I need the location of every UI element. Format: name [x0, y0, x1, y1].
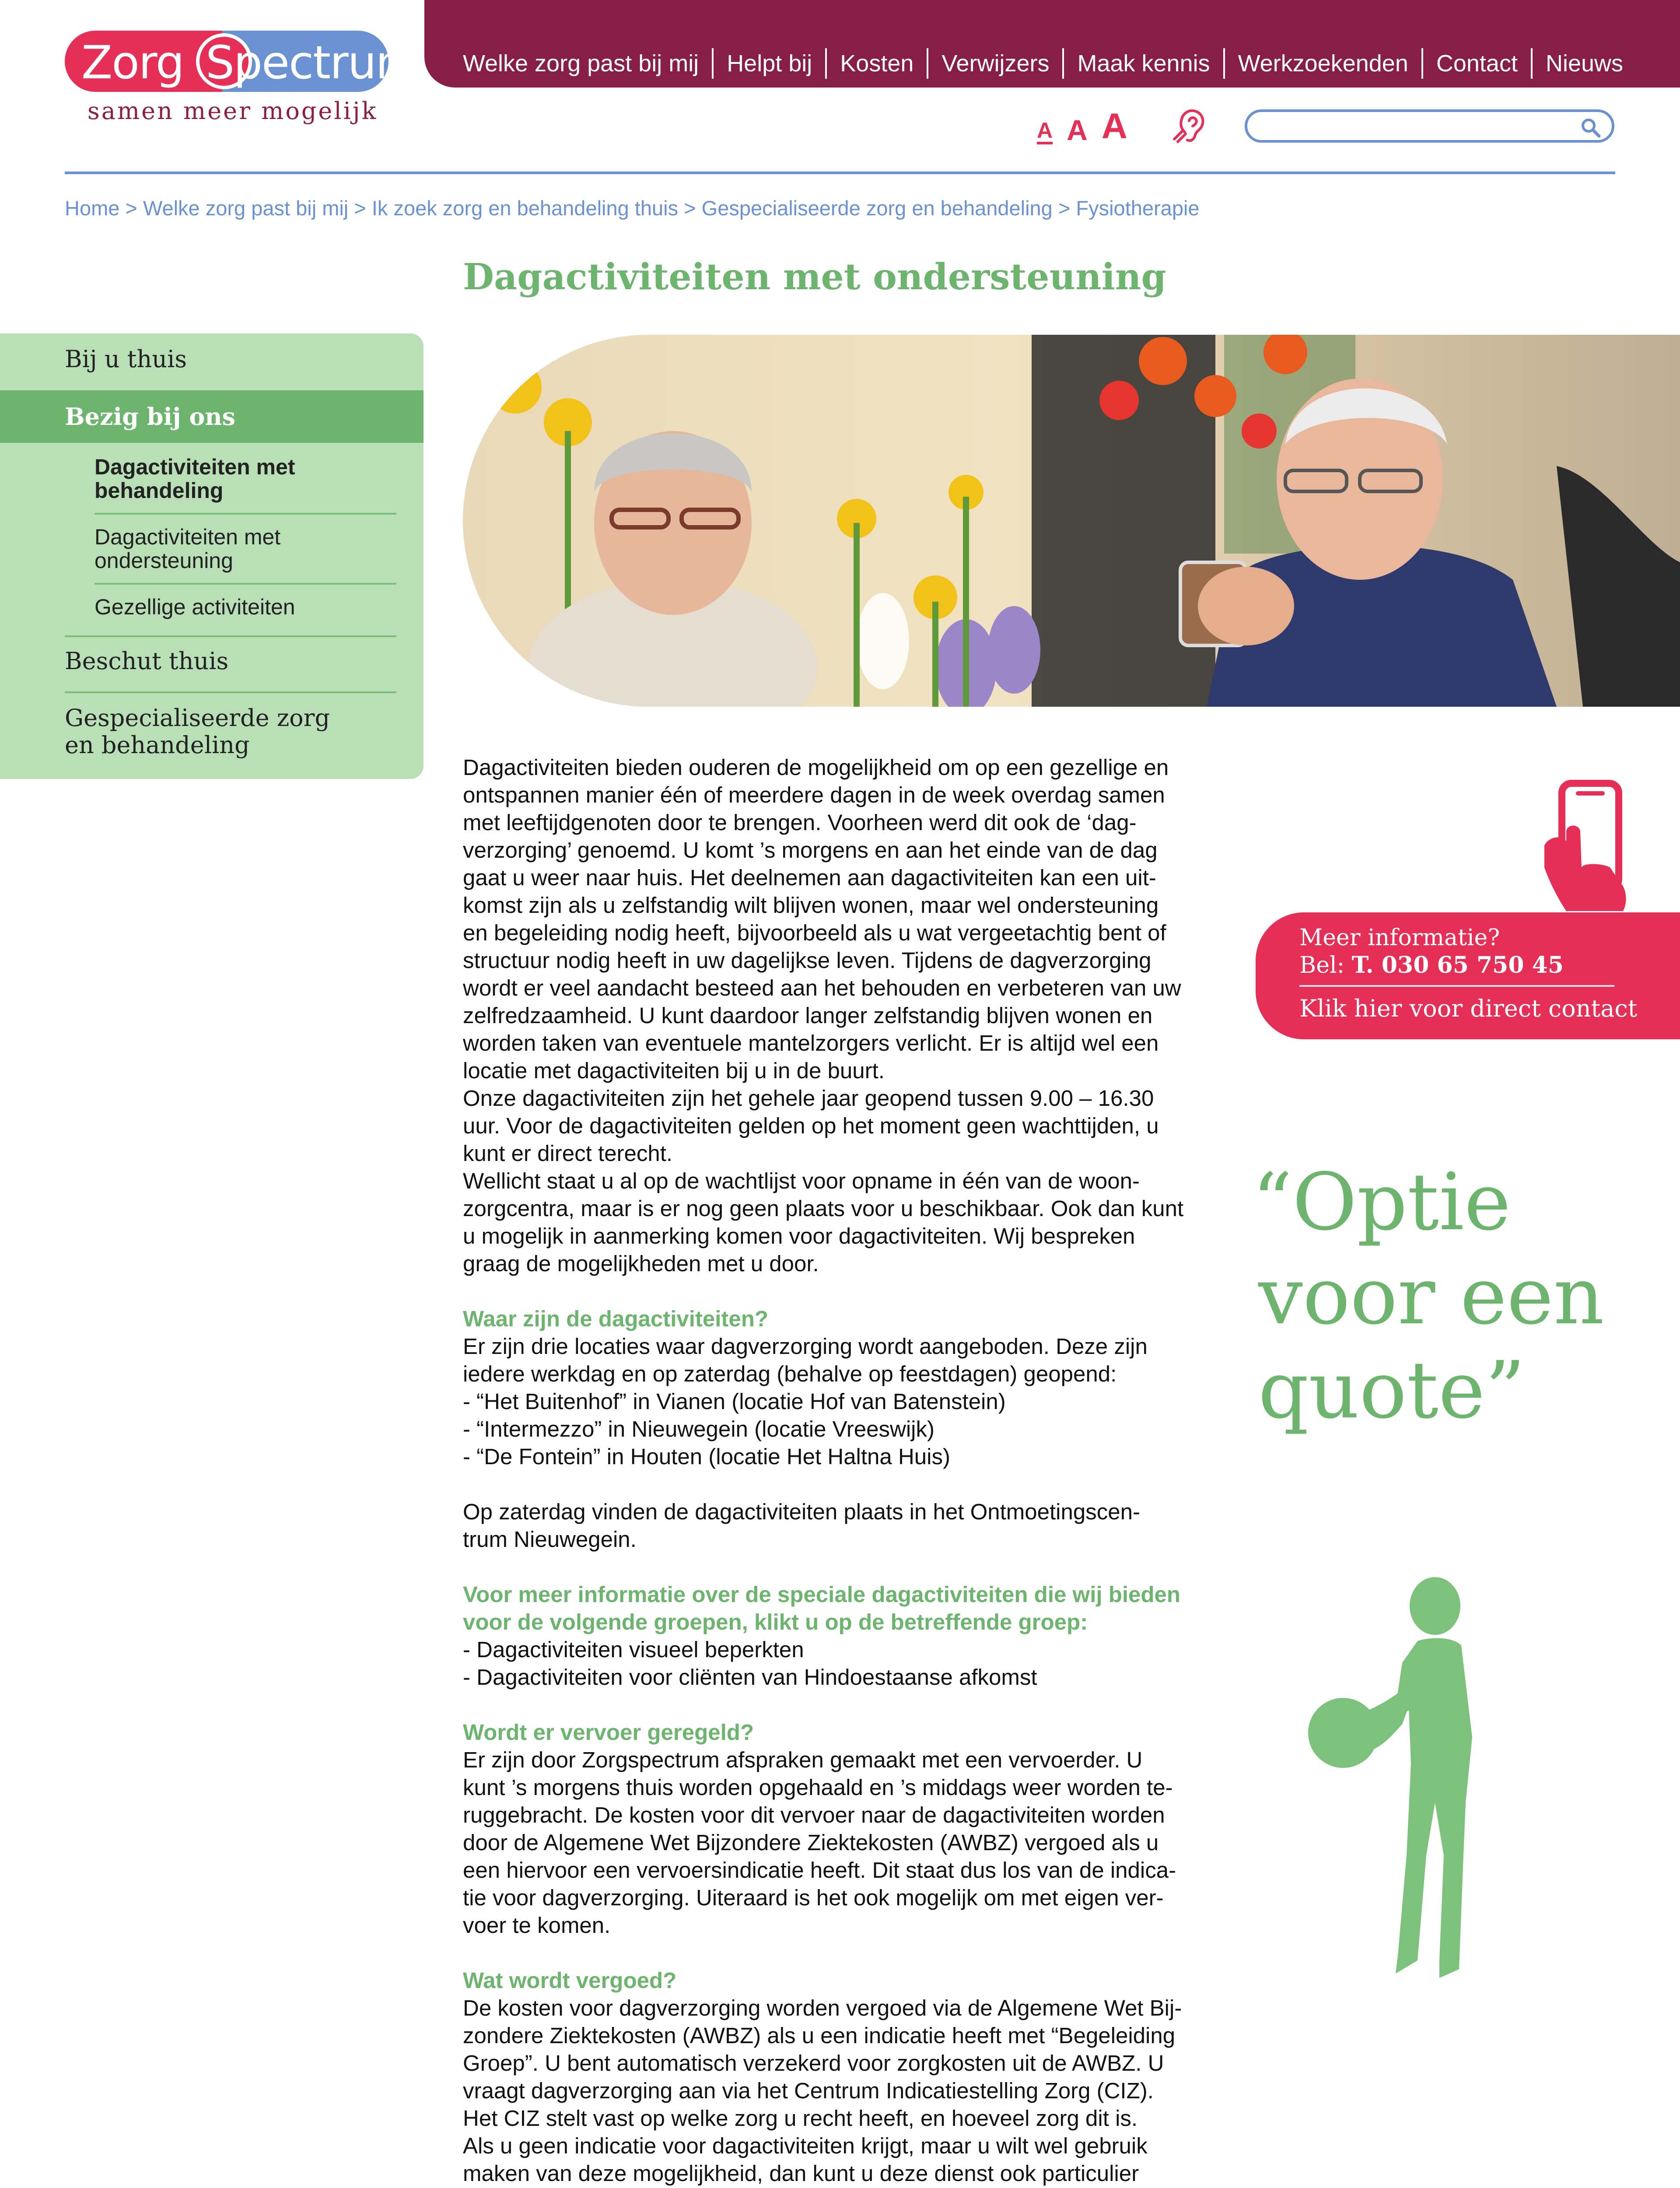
intro-line: Onze dagactiviteiten zijn het gehele jaar geopend tussen 9.00 – 16.30	[463, 1086, 1154, 1111]
nav-item-kosten[interactable]: Kosten	[825, 48, 927, 79]
search-input[interactable]	[1260, 116, 1577, 138]
section-line: Als u geen indicatie voor dagactiviteiten krijgt, maar u wilt wel gebruik	[463, 2133, 1148, 2158]
breadcrumb-gespecialiseerde-zorg[interactable]: Gespecialiseerde zorg en behandeling	[701, 196, 1053, 220]
intro-line: worden taken van eventuele mantelzorgers verlicht. Er is altijd wel een	[463, 1031, 1159, 1055]
header-divider	[65, 172, 1615, 174]
sidebar-item-bij-u-thuis[interactable]: Bij u thuis	[65, 345, 187, 373]
sidebar-divider	[94, 583, 396, 585]
font-size-controls	[1037, 105, 1127, 144]
sidebar-item-bezig-bij-ons[interactable]	[0, 390, 424, 443]
breadcrumb-fysiotherapie[interactable]: Fysiotherapie	[1076, 196, 1200, 220]
intro-line: en begeleiding nodig heeft, bijvoorbeeld als u wat vergeetachtig bent of	[463, 920, 1166, 945]
page-title: Dagactiviteiten met ondersteuning	[463, 256, 1166, 298]
nav-item-verwijzers[interactable]: Verwijzers	[927, 48, 1062, 79]
ear-icon[interactable]	[1168, 102, 1212, 145]
quote-line: voor een	[1258, 1251, 1604, 1342]
intro-line: ontspannen manier één of meerdere dagen in de week overdag samen	[463, 782, 1165, 807]
contact-phone-line	[1299, 952, 1564, 978]
search-box	[1245, 109, 1614, 143]
location-item: - “De Fontein” in Houten (locatie Het Haltna Huis)	[463, 1444, 950, 1469]
intro-line: verzorging’ genoemd. U komt ’s morgens en aan het einde van de dag	[463, 838, 1158, 863]
section-title-speciale-groepen: voor de volgende groepen, klikt u op de betreffende groep:	[463, 1609, 1088, 1634]
section-line: ruggebracht. De kosten voor dit vervoer naar de dagactiviteiten worden	[463, 1802, 1165, 1827]
intro-line: locatie met dagactiviteiten bij u in de buurt.	[463, 1058, 885, 1083]
sidebar-subitem-label: behandeling	[94, 478, 224, 503]
contact-phone-prefix: Bel:	[1299, 952, 1352, 978]
font-size-large-button[interactable]: A	[1101, 106, 1127, 146]
breadcrumb-home[interactable]: Home	[65, 196, 120, 220]
section-title-vervoer: Wordt er vervoer geregeld?	[463, 1720, 754, 1745]
sidebar-item-label: en behandeling	[65, 731, 250, 759]
phone-in-hand-icon	[1540, 780, 1632, 911]
contact-phone-number[interactable]: T. 030 65 750 45	[1351, 952, 1564, 978]
intro-line: graag de mogelijkheden met u door.	[463, 1251, 819, 1276]
section-line: trum Nieuwegein.	[463, 1527, 637, 1552]
section-line: Er zijn drie locaties waar dagverzorging wordt aangeboden. Deze zijn	[463, 1334, 1148, 1359]
logo-text-spectrum: Spectrum	[206, 36, 419, 89]
intro-line: kunt er direct terecht.	[463, 1141, 673, 1166]
intro-line: zelfredzaamheid. U kunt daardoor langer zelfstandig blijven wonen en	[463, 1003, 1153, 1028]
section-line: zondere Ziektekosten (AWBZ) als u een indicatie heeft met “Begeleiding	[463, 2023, 1176, 2048]
sidebar-subitem-label: Dagactiviteiten met	[94, 455, 295, 479]
section-line: kunt ’s morgens thuis worden opgehaald en ’s middags weer worden te-	[463, 1775, 1173, 1800]
contact-panel[interactable]	[1256, 912, 1680, 1039]
breadcrumb: Home > Welke zorg past bij mij > Ik zoek zorg en behandeling thuis > Gespecialiseerde zorg en behandeling > Fysiotherapie	[65, 196, 1200, 220]
section-line: Het CIZ stelt vast op welke zorg u recht heeft, en hoeveel zorg dit is.	[463, 2106, 1138, 2131]
section-line: een hiervoor een vervoersindicatie heeft. Dit staat dus los van de indica-	[463, 1858, 1176, 1883]
main-content	[463, 754, 1226, 2188]
section-line: Op zaterdag vinden de dagactiviteiten plaats in het Ontmoetingscen-	[463, 1499, 1140, 1524]
sidebar-divider	[94, 513, 396, 515]
person-holding-ball-icon	[1308, 1575, 1492, 1982]
intro-line: met leeftijdgenoten door te brengen. Voorheen werd dit ook de ‘dag-	[463, 810, 1137, 835]
group-link-hindoestaanse-afkomst[interactable]: - Dagactiviteiten voor cliënten van Hindoestaanse afkomst	[463, 1665, 1037, 1690]
location-item: - “Intermezzo” in Nieuwegein (locatie Vreeswijk)	[463, 1417, 934, 1441]
sidebar-divider	[65, 635, 396, 637]
nav-item-maak-kennis[interactable]: Maak kennis	[1062, 48, 1223, 79]
contact-heading: Meer informatie?	[1299, 925, 1500, 951]
section-line: voer te komen.	[463, 1913, 611, 1938]
group-link-visueel-beperkten[interactable]: - Dagactiviteiten visueel beperkten	[463, 1637, 804, 1662]
quote-line: “Optie	[1252, 1157, 1511, 1248]
nav-item-werkzoekenden[interactable]: Werkzoekenden	[1223, 48, 1421, 79]
sidebar-item-active-label: Bezig bij ons	[65, 403, 236, 431]
intro-line: gaat u weer naar huis. Het deelnemen aan dagactiviteiten kan een uit-	[463, 865, 1156, 890]
sidebar-subitem-dagactiviteiten-ondersteuning[interactable]	[94, 525, 396, 572]
sidebar-item-beschut-thuis[interactable]: Beschut thuis	[65, 647, 229, 675]
logo-text-zorg: Zorg	[81, 36, 184, 89]
logo[interactable]	[65, 31, 419, 96]
sidebar	[0, 333, 424, 779]
section-title-vergoed: Wat wordt vergoed?	[463, 1968, 677, 1993]
search-icon[interactable]	[1579, 116, 1602, 139]
section-line: Er zijn door Zorgspectrum afspraken gemaakt met een vervoerder. U	[463, 1747, 1143, 1772]
section-line: iedere werkdag en op zaterdag (behalve op feestdagen) geopend:	[463, 1361, 1117, 1386]
location-item: - “Het Buitenhof” in Vianen (locatie Hof van Batenstein)	[463, 1389, 1006, 1414]
nav-item-contact[interactable]: Contact	[1421, 48, 1531, 79]
quote-line: quote”	[1258, 1345, 1526, 1436]
nav-item-welke-zorg[interactable]: Welke zorg past bij mij	[463, 50, 699, 77]
font-size-small-button[interactable]: A	[1037, 119, 1053, 144]
sidebar-subitem-label: ondersteuning	[94, 548, 233, 573]
tagline: samen meer mogelijk	[88, 97, 378, 125]
nav-item-helpt-bij[interactable]: Helpt bij	[712, 48, 825, 79]
sidebar-subitem-dagactiviteiten-behandeling[interactable]	[94, 455, 396, 502]
sidebar-subitem-label: Dagactiviteiten met	[94, 525, 281, 549]
section-line: door de Algemene Wet Bijzondere Ziektekosten (AWBZ) vergoed als u	[463, 1830, 1159, 1855]
section-title-locaties: Waar zijn de dagactiviteiten?	[463, 1306, 769, 1331]
contact-divider	[1299, 985, 1614, 987]
breadcrumb-welke-zorg[interactable]: Welke zorg past bij mij	[143, 196, 349, 220]
section-line: maken van deze mogelijkheid, dan kunt u deze dienst ook particulier	[463, 2161, 1139, 2186]
intro-line: uur. Voor de dagactiviteiten gelden op het moment geen wachttijden, u	[463, 1113, 1159, 1138]
sidebar-subitem-gezellige-activiteiten[interactable]: Gezellige activiteiten	[94, 595, 295, 619]
breadcrumb-zorg-thuis[interactable]: Ik zoek zorg en behandeling thuis	[371, 196, 679, 220]
top-navigation	[424, 0, 1680, 88]
sidebar-item-gespecialiseerde-zorg[interactable]	[65, 705, 330, 759]
section-title-speciale-groepen: Voor meer informatie over de speciale dagactiviteiten die wij bieden	[463, 1582, 1181, 1607]
intro-line: komst zijn als u zelfstandig wilt blijven wonen, maar wel ondersteuning	[463, 893, 1159, 918]
section-line: Groep”. U bent automatisch verzekerd voor zorgkosten uit de AWBZ. U	[463, 2051, 1164, 2076]
intro-line: wordt er veel aandacht besteed aan het behouden en verbeteren van uw	[463, 975, 1181, 1000]
font-size-medium-button[interactable]: A	[1067, 114, 1088, 146]
section-line: vraagt dagverzorging aan via het Centrum Indicatiestelling Zorg (CIZ).	[463, 2078, 1154, 2103]
intro-line: u mogelijk in aanmerking komen voor dagactiviteiten. Wij bespreken	[463, 1224, 1135, 1248]
intro-line: structuur nodig heeft in uw dagelijkse leven. Tijdens de dagverzorging	[463, 948, 1152, 973]
nav-item-nieuws[interactable]: Nieuws	[1531, 48, 1636, 79]
intro-line: zorgcentra, maar is er nog geen plaats voor u beschikbaar. Ook dan kunt	[463, 1196, 1184, 1221]
quote	[1252, 1155, 1672, 1438]
sidebar-item-label: Gespecialiseerde zorg	[65, 704, 330, 732]
sidebar-divider	[65, 691, 396, 693]
section-line: tie voor dagverzorging. Uiteraard is het ook mogelijk om met eigen ver-	[463, 1885, 1164, 1910]
hero-image	[463, 335, 1680, 707]
section-line: De kosten voor dagverzorging worden vergoed via de Algemene Wet Bij-	[463, 1995, 1182, 2020]
direct-contact-link[interactable]: Klik hier voor direct contact	[1299, 995, 1638, 1022]
intro-line: Dagactiviteiten bieden ouderen de mogelijkheid om op een gezellige en	[463, 755, 1169, 780]
intro-line: Wellicht staat u al op de wachtlijst voor opname in één van de woon-	[463, 1168, 1140, 1193]
